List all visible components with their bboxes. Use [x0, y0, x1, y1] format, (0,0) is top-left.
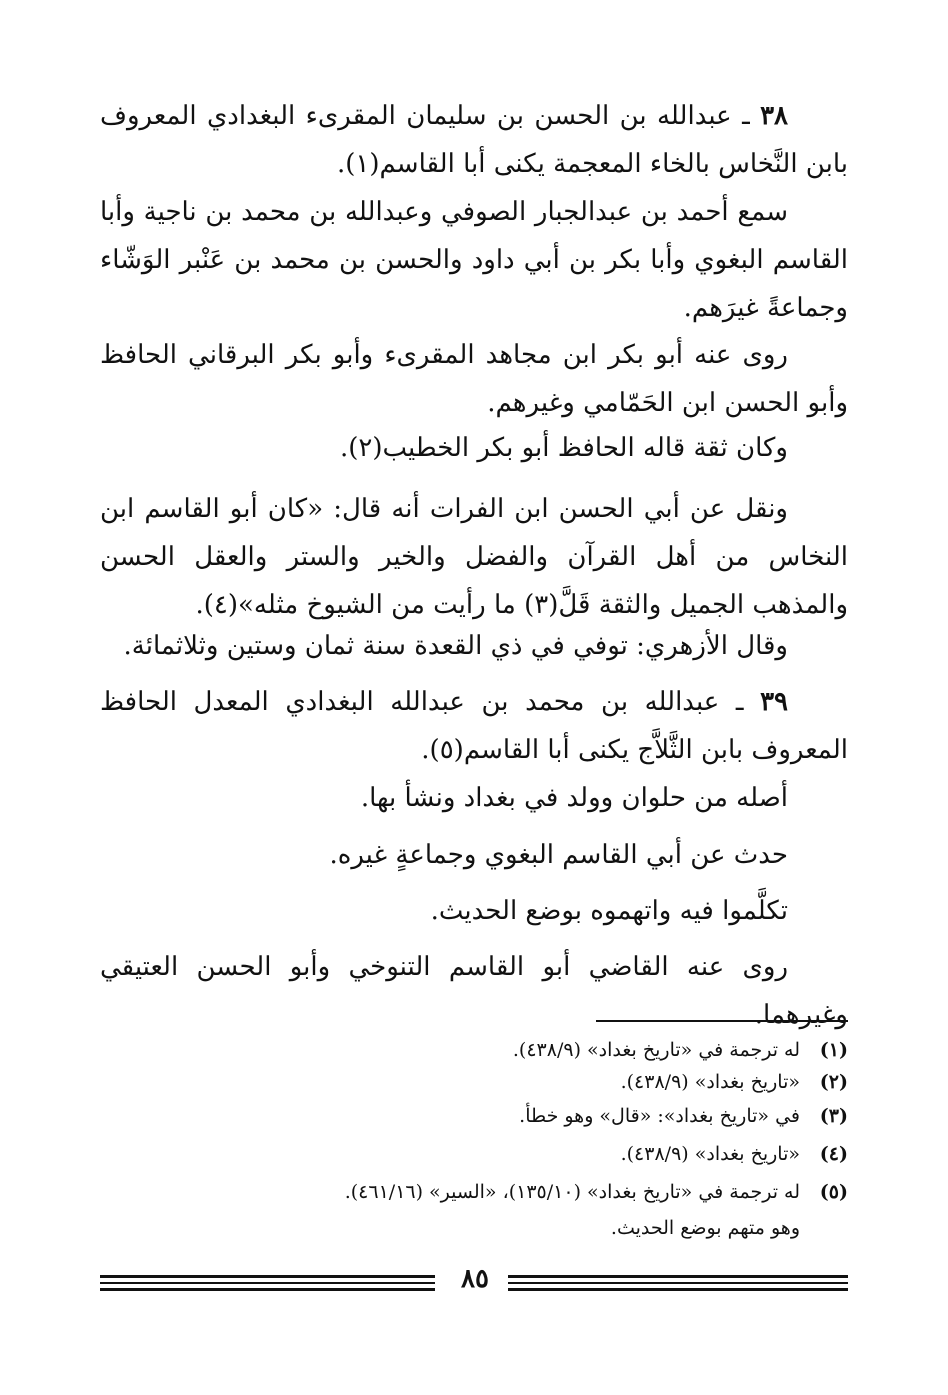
paragraph: وكان ثقة قاله الحافظ أبو بكر الخطيب(٢). [339, 433, 788, 463]
footnote-3: (٣)في «تاريخ بغداد»: «قال» وهو خطأ. [519, 1105, 848, 1127]
paragraph: تكلَّموا فيه واتهموه بوضع الحديث. [430, 896, 788, 926]
page-rule-right [508, 1275, 848, 1292]
paragraph: حدث عن أبي القاسم البغوي وجماعةٍ غيره. [329, 840, 788, 870]
paragraph: أصله من حلوان وولد في بغداد ونشأ بها. [360, 783, 788, 813]
footnote-5: (٥)له ترجمة في «تاريخ بغداد» (١٣٥/١٠)، «السير» (٤٦١/١٦). [344, 1181, 848, 1203]
entry-number: ٣٩ [760, 687, 788, 717]
paragraph: سمع أحمد بن عبدالجبار الصوفي وعبدالله بن محمد بن ناجية وأبا القاسم البغوي وأبا بكر بن أبي داود والحسن بن محمد بن عَنْبر الوَشّاء وجماعةً غيرَهم. [100, 197, 848, 323]
footnote-separator [596, 1020, 848, 1022]
page-rule-left [100, 1275, 435, 1292]
entry-38 [100, 92, 848, 188]
paragraph: ونقل عن أبي الحسن ابن الفرات أنه قال: «كان أبو القاسم ابن النخاس من أهل القرآن والفضل والخير والستر والعقل الحسن والمذهب الجميل والثقة قَلَّ(٣) ما رأيت من الشيوخ مثله»(٤). [100, 494, 848, 620]
entry-number: ٣٨ [760, 101, 788, 131]
paragraph: روى عنه أبو بكر ابن مجاهد المقرىء وأبو بكر البرقاني الحافظ وأبو الحسن ابن الحَمّامي وغيرهم. [100, 340, 848, 418]
footnote-4: (٤)«تاريخ بغداد» (٤٣٨/٩). [620, 1143, 848, 1165]
entry-text: ـ عبدالله بن الحسن بن سليمان المقرىء البغدادي المعروف بابن النَّخاس بالخاء المعجمة يكنى أبا القاسم(١). [100, 101, 848, 179]
footnote-1: (١)له ترجمة في «تاريخ بغداد» (٤٣٨/٩). [512, 1039, 848, 1061]
entry-39 [100, 678, 848, 774]
entry-text: ـ عبدالله بن محمد بن عبدالله البغدادي المعدل الحافظ المعروف بابن الثَّلاَّج يكنى أبا القاسم(٥). [100, 687, 848, 765]
page-number: ٨٥ [461, 1264, 489, 1294]
paragraph: وقال الأزهري: توفي في ذي القعدة سنة ثمان وستين وثلاثمائة. [123, 631, 788, 661]
footnote-2: (٢)«تاريخ بغداد» (٤٣٨/٩). [620, 1071, 848, 1093]
footnote-5-continuation: وهو متهم بوضع الحديث. [610, 1217, 800, 1239]
paragraph: روى عنه القاضي أبو القاسم التنوخي وأبو الحسن العتيقي وغيرهما. [100, 952, 848, 1030]
